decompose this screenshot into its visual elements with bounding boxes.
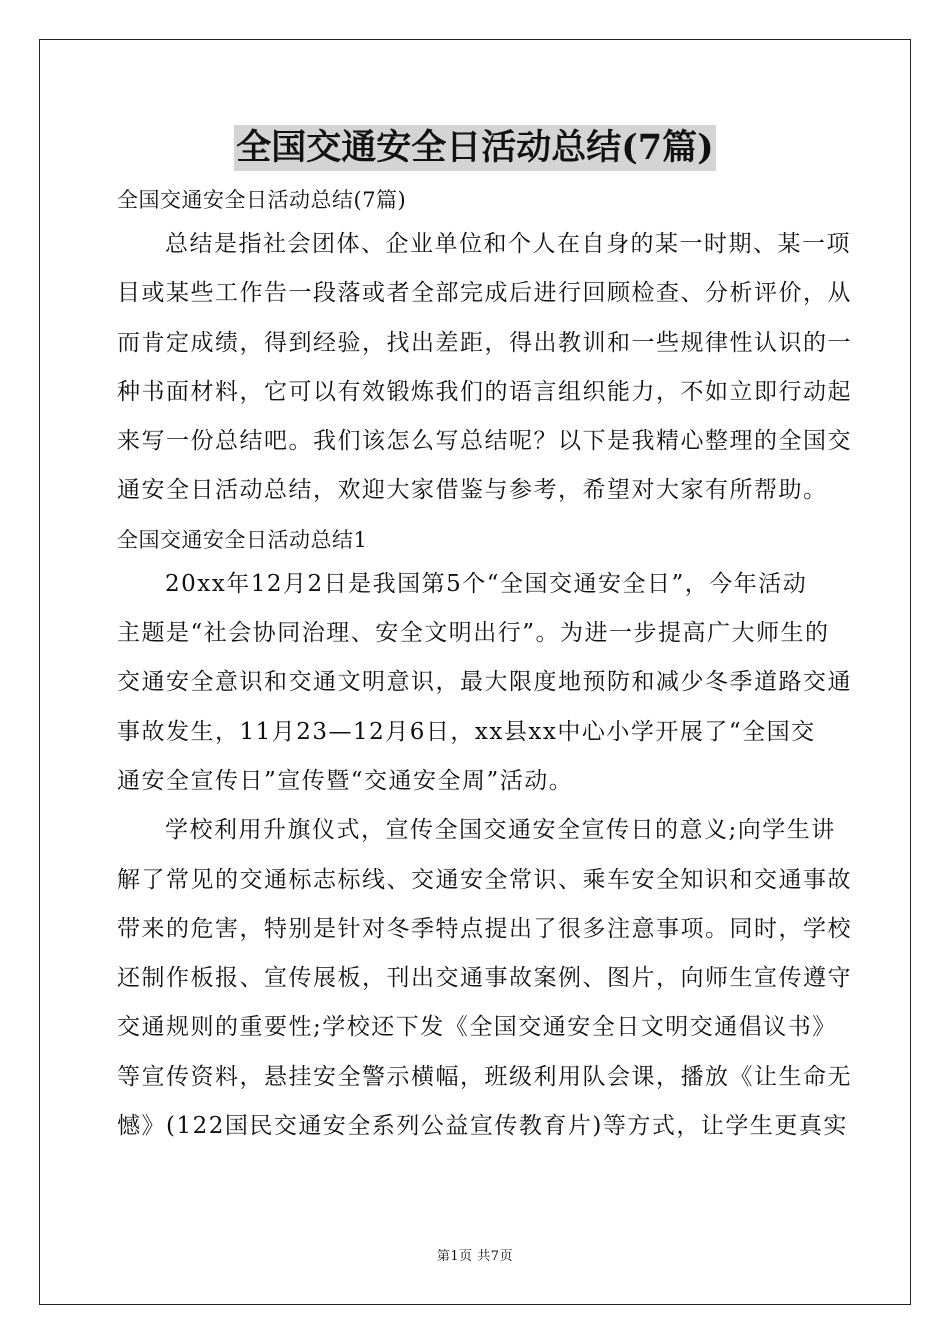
intro-line: 种书面材料，它可以有效锻炼我们的语言组织能力，不如立即行动起 xyxy=(117,378,852,405)
paragraph-line: 交通规则的重要性;学校还下发《全国交通安全日文明交通倡议书》 xyxy=(117,1014,837,1041)
paragraph-line: 通安全宣传日”宣传暨“交通安全周”活动。 xyxy=(117,767,574,794)
paragraph-line: 交通安全意识和交通文明意识，最大限度地预防和减少冬季道路交通 xyxy=(117,669,852,696)
paragraph-line: 事故发生，11月23—12月6日，xx县xx中心小学开展了“全国交 xyxy=(117,718,816,745)
intro-line: 目或某些工作告一段落或者全部完成后进行回顾检查、分析评价，从 xyxy=(117,280,852,307)
paragraph-line: 还制作板报、宣传展板，刊出交通事故案例、图片，向师生宣传遵守 xyxy=(117,965,852,992)
paragraph-line: 等宣传资料，悬挂安全警示横幅，班级利用队会课，播放《让生命无 xyxy=(117,1063,852,1090)
page-footer xyxy=(0,1249,950,1265)
paragraph-line: 20xx年12月2日是我国第5个“全国交通安全日”，今年活动 xyxy=(165,570,808,597)
paragraph-line: 带来的危害，特别是针对冬季特点提出了很多注意事项。同时，学校 xyxy=(117,915,852,942)
intro-paragraph xyxy=(117,220,852,516)
title-container xyxy=(0,125,950,171)
document-subtitle: 全国交通安全日活动总结(7篇) xyxy=(117,188,407,212)
section-heading: 全国交通安全日活动总结1 xyxy=(117,527,368,552)
intro-line: 而肯定成绩，得到经验，找出差距，得出教训和一些规律性认识的一 xyxy=(117,329,852,356)
document-body xyxy=(117,180,852,1151)
intro-line: 通安全日活动总结，欢迎大家借鉴与参考，希望对大家有所帮助。 xyxy=(117,477,828,504)
intro-line: 来写一份总结吧。我们该怎么写总结呢？以下是我精心整理的全国交 xyxy=(117,428,852,455)
body-paragraph-2 xyxy=(117,806,852,1151)
paragraph-line: 解了常见的交通标志标线、交通安全常识、乘车安全知识和交通事故 xyxy=(117,866,852,893)
intro-line: 总结是指社会团体、企业单位和个人在自身的某一时期、某一项 xyxy=(165,231,851,257)
paragraph-line: 学校利用升旗仪式，宣传全国交通安全宣传日的意义;向学生讲 xyxy=(165,817,836,844)
paragraph-line: 主题是“社会协同治理、安全文明出行”。为进一步提高广大师生的 xyxy=(117,620,830,647)
paragraph-line: 憾》(122国民交通安全系列公益宣传教育片)等方式，让学生更真实 xyxy=(117,1113,848,1140)
page-number: 第1页 共7页 xyxy=(436,1249,514,1264)
body-paragraph-1 xyxy=(117,560,852,806)
document-title: 全国交通安全日活动总结(7篇) xyxy=(234,125,715,171)
